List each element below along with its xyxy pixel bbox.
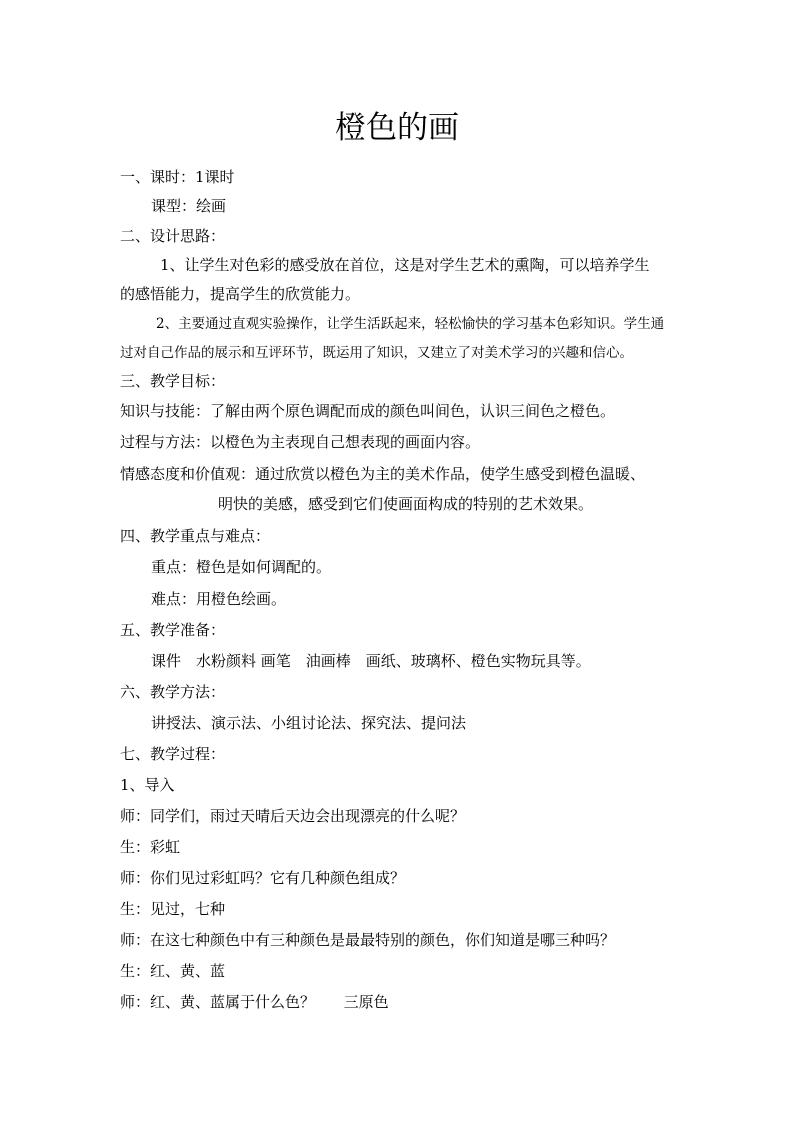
text-line: 1、让学生对色彩的感受放在首位，这是对学生艺术的熏陶，可以培养学生	[160, 256, 650, 274]
text-line: 过对自己作品的展示和互评环节，既运用了知识，又建立了对美术学习的兴趣和信心。	[120, 345, 633, 361]
text-line: 知识与技能：了解由两个原色调配而成的颜色叫间色，认识三间色之橙色。	[120, 402, 616, 420]
text-line: 难点：用橙色绘画。	[151, 590, 287, 608]
text-line: 1、导入	[120, 776, 175, 794]
text-line: 重点：橙色是如何调配的。	[151, 558, 332, 576]
text-line: 师：红、黄、蓝属于什么色？ 三原色	[120, 993, 389, 1011]
text-line: 六、教学方法：	[120, 683, 226, 701]
text-line: 生：彩虹	[120, 838, 181, 856]
document-title: 橙色的画	[335, 110, 459, 146]
text-line: 明快的美感，感受到它们使画面构成的特别的艺术效果。	[218, 495, 594, 513]
text-line: 情感态度和价值观：通过欣赏以橙色为主的美术作品，使学生感受到橙色温暖、	[120, 465, 646, 483]
text-line: 四、教学重点与难点：	[120, 527, 271, 545]
text-line: 师：在这七种颜色中有三种颜色是最最特别的颜色，你们知道是哪三种吗？	[120, 931, 616, 949]
text-line: 七、教学过程：	[120, 745, 226, 763]
text-line: 过程与方法：以橙色为主表现自己想表现的画面内容。	[120, 433, 481, 451]
text-line: 生：红、黄、蓝	[120, 962, 226, 980]
text-line: 师：你们见过彩虹吗？它有几种颜色组成？	[120, 869, 406, 887]
text-line: 一、课时：1课时	[120, 168, 235, 186]
text-line: 二、设计思路：	[120, 227, 226, 245]
text-line: 讲授法、演示法、小组讨论法、探究法、提问法	[151, 714, 467, 732]
text-line: 的感悟能力，提高学生的欣赏能力。	[120, 285, 361, 303]
text-line: 师：同学们，雨过天晴后天边会出现漂亮的什么呢？	[120, 807, 466, 825]
text-line: 三、教学目标：	[120, 372, 226, 390]
text-line: 五、教学准备：	[120, 621, 226, 639]
text-line: 课件 水粉颜料 画笔 油画棒 画纸、玻璃杯、橙色实物玩具等。	[151, 652, 591, 670]
text-line: 2、主要通过直观实验操作，让学生活跃起来，轻松愉快的学习基本色彩知识。学生通	[156, 316, 665, 332]
text-line: 课型：绘画	[151, 197, 227, 215]
text-line: 生：见过，七种	[120, 900, 226, 918]
